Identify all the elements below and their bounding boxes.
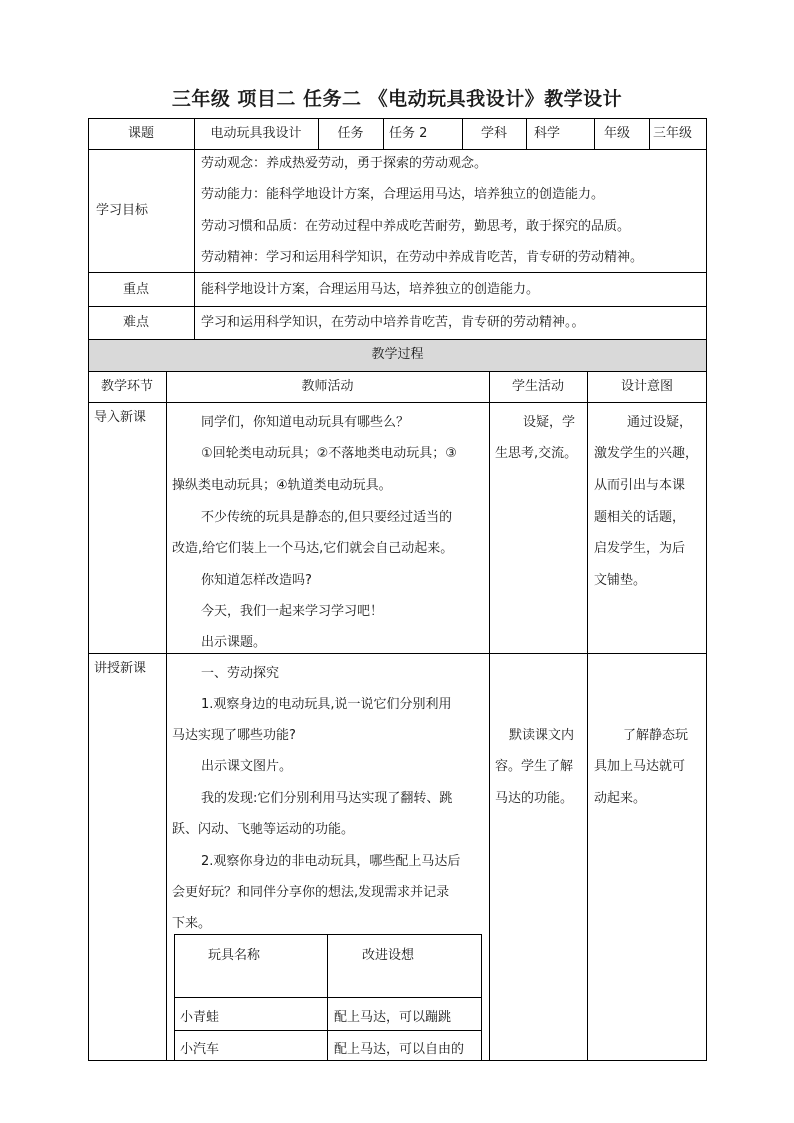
student-line: 默读课文内 xyxy=(509,728,575,743)
objective-item: 劳动精神：学习和运用科学知识，在劳动中养成肯吃苦，肯专研的劳动精神。 xyxy=(201,250,644,265)
teacher-line: 1.观察身边的电动玩具,说一说它们分别利用 xyxy=(201,697,452,712)
student-line: 设疑，学 xyxy=(523,415,576,430)
teacher-line: 马达实现了哪些功能? xyxy=(172,728,296,743)
label-task: 任务 xyxy=(337,126,364,141)
intent-line: 动起来。 xyxy=(594,791,647,806)
col-divider xyxy=(587,371,588,1061)
intent-line: 了解静态玩 xyxy=(623,728,689,743)
key-point-text: 能科学地设计方案，合理运用马达，培养独立的创造能力。 xyxy=(201,282,540,297)
label-difficulty: 难点 xyxy=(122,315,149,330)
teacher-line: 出示课题。 xyxy=(201,635,267,650)
inner-header-toy: 玩具名称 xyxy=(208,948,261,963)
col-header-teacher: 教师活动 xyxy=(301,379,354,394)
label-objectives: 学习目标 xyxy=(95,203,148,218)
page-title: 三年级 项目二 任务二 《电动玩具我设计》教学设计 xyxy=(171,88,623,110)
label-subject-title: 课题 xyxy=(127,126,154,141)
teacher-line: 跃、闪动、飞驰等运动的功能。 xyxy=(172,822,355,837)
objective-item: 劳动能力：能科学地设计方案，合理运用马达，培养独立的创造能力。 xyxy=(201,187,605,202)
label-discipline: 学科 xyxy=(480,126,507,141)
row-divider xyxy=(88,371,707,372)
teacher-line: 不少传统的玩具是静态的,但只要经过适当的 xyxy=(201,510,453,525)
process-band-label: 教学过程 xyxy=(371,347,424,362)
intent-line: 文铺垫。 xyxy=(594,573,647,588)
row-divider xyxy=(88,149,707,150)
col-divider xyxy=(489,371,490,1061)
intent-line: 启发学生，为后 xyxy=(594,541,686,556)
col-divider xyxy=(526,118,527,150)
value-subject-title: 电动玩具我设计 xyxy=(210,126,302,141)
col-header-intent: 设计意图 xyxy=(620,379,673,394)
col-header-student: 学生活动 xyxy=(511,379,564,394)
col-divider xyxy=(166,371,167,1061)
stage-lecture: 讲授新课 xyxy=(94,661,147,676)
student-line: 容。学生了解 xyxy=(495,759,574,774)
intent-line: 激发学生的兴趣， xyxy=(594,446,699,461)
intent-line: 具加上马达就可 xyxy=(594,759,686,774)
teacher-line: 我的发现:它们分别利用马达实现了翻转、跳 xyxy=(201,791,453,806)
col-divider xyxy=(194,149,195,340)
teacher-line: ①回轮类电动玩具；②不落地类电动玩具；③ xyxy=(201,446,457,461)
inner-cell: 配上马达，可以蹦跳 xyxy=(334,1010,452,1025)
row-divider xyxy=(88,653,707,654)
teacher-line: 会更好玩？和同伴分享你的想法,发现需求并记录 xyxy=(172,885,450,900)
teacher-line: 你知道怎样改造吗? xyxy=(201,573,312,588)
inner-cell: 小汽车 xyxy=(180,1042,220,1057)
difficulty-text: 学习和运用科学知识，在劳动中培养肯吃苦，肯专研的劳动精神。。 xyxy=(201,315,585,330)
row-divider xyxy=(88,272,707,273)
intent-line: 题相关的话题， xyxy=(594,510,686,525)
col-header-stage: 教学环节 xyxy=(100,379,153,394)
teacher-line: 2.观察你身边的非电动玩具，哪些配上马达后 xyxy=(201,854,461,869)
label-key-point: 重点 xyxy=(122,282,149,297)
label-grade: 年级 xyxy=(604,126,631,141)
intent-line: 通过设疑， xyxy=(627,415,693,430)
stage-intro: 导入新课 xyxy=(94,410,147,425)
inner-row-divider xyxy=(174,1030,482,1031)
student-line: 马达的功能。 xyxy=(495,791,574,806)
row-divider xyxy=(88,306,707,307)
row-divider xyxy=(88,402,707,403)
value-discipline: 科学 xyxy=(534,126,561,141)
teacher-line: 同学们，你知道电动玩具有哪些么？ xyxy=(201,415,410,430)
teacher-line: 下来。 xyxy=(172,916,212,931)
intent-line: 从而引出与本课 xyxy=(594,478,686,493)
objective-item: 劳动观念：养成热爱劳动，勇于探索的劳动观念。 xyxy=(201,156,488,171)
inner-cell: 小青蛙 xyxy=(180,1010,220,1025)
student-line: 生思考,交流。 xyxy=(495,446,578,461)
col-divider xyxy=(383,118,384,150)
inner-cell: 配上马达，可以自由的 xyxy=(334,1042,465,1057)
value-grade: 三年级 xyxy=(653,126,693,141)
objective-item: 劳动习惯和品质：在劳动过程中养成吃苦耐劳，勤思考，敢于探究的品质。 xyxy=(201,219,631,234)
col-divider xyxy=(594,118,595,150)
value-task: 任务 2 xyxy=(389,126,428,141)
teacher-line: 一、劳动探究 xyxy=(201,666,280,681)
teacher-line: 今天，我们一起来学习学习吧！ xyxy=(201,604,384,619)
inner-header-idea: 改进设想 xyxy=(362,948,415,963)
teacher-line: 出示课文图片。 xyxy=(201,759,293,774)
col-divider xyxy=(649,118,650,150)
inner-row-divider xyxy=(174,997,482,998)
teacher-line: 改造,给它们装上一个马达,它们就会自己动起来。 xyxy=(172,541,454,556)
teacher-line: 操纵类电动玩具；④轨道类电动玩具。 xyxy=(172,478,392,493)
